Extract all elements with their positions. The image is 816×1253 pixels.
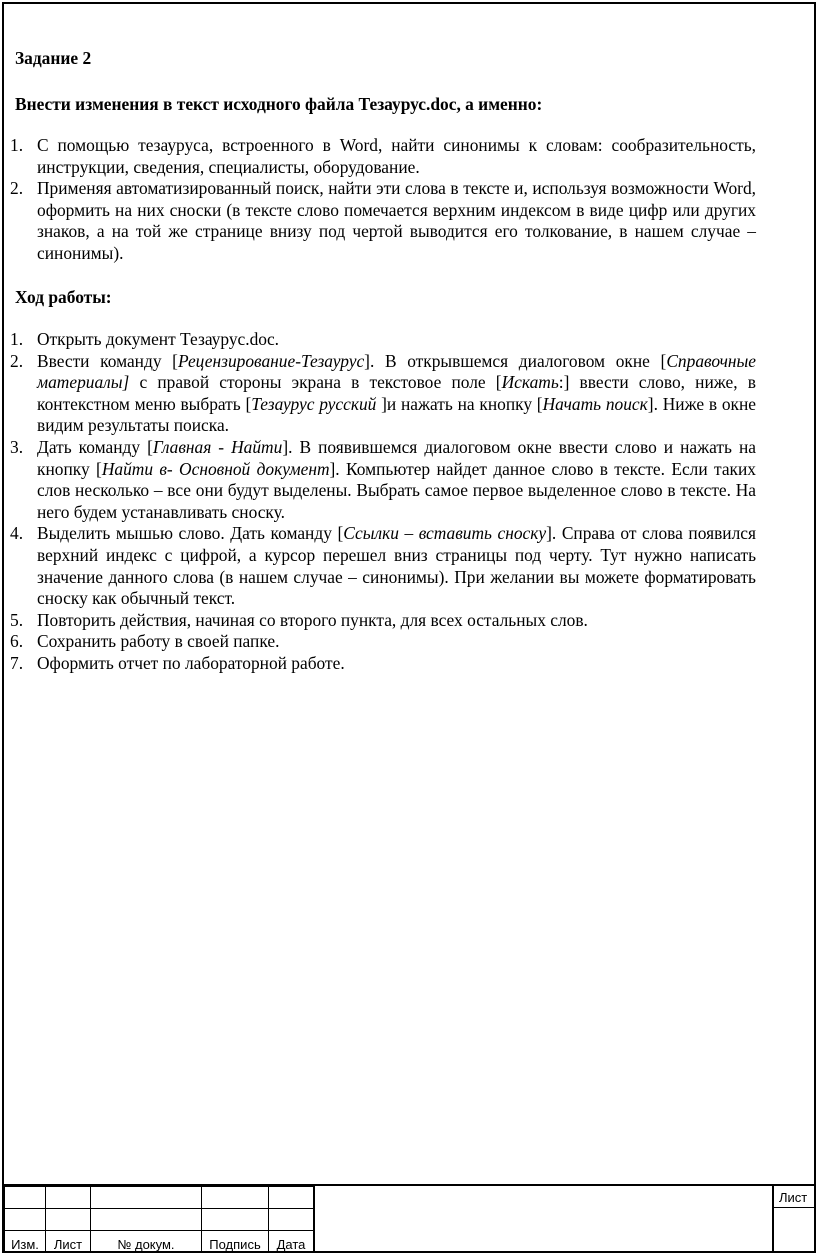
work-step-item-text: ]и нажать на кнопку [ [381, 393, 543, 414]
task-item-text: Применяя автоматизированный поиск, найти эти слова в тексте и, используя возможности Word, оформить на них сноски (в тексте слово помечается верхним индексом в виде цифр или других знаков, а на той же странице внизу под чертой выводится его толкование, в нашем случае – синонимы). [37, 178, 756, 263]
title-block-grid [4, 1186, 315, 1253]
task-title: Задание 2 [15, 48, 92, 68]
work-step-item-text: Дать команду [ [37, 436, 153, 457]
work-step-item [10, 610, 756, 632]
work-step-item-text: Ссылки – вставить сноску [343, 523, 547, 544]
work-step-item-number: 7. [10, 652, 24, 673]
work-step-item-text: с правой стороны экрана в текстовое поле [ [129, 372, 502, 393]
work-step-item-text: ]. В появившемся диалоговом окне ввести слово и нажать на кнопку [ [37, 436, 756, 479]
stamp-signature: Подпись [202, 1231, 269, 1253]
task-item [10, 135, 756, 178]
stamp-date: Дата [269, 1231, 315, 1253]
work-step-item-text: Сохранить работу в своей папке. [37, 631, 280, 652]
work-steps-list [10, 329, 756, 675]
work-step-item-number: 2. [10, 350, 24, 371]
work-step-item-text: Открыть документ Тезаурус.doc. [37, 329, 280, 349]
work-step-item-text: Искать [501, 372, 559, 393]
work-step-item [10, 653, 756, 675]
work-step-item [10, 437, 756, 523]
task-item-text: С помощью тезауруса, встроенного в Word, найти синонимы к словам: сообразительность, инструкции, сведения, специалисты, оборудование. [37, 135, 756, 177]
work-step-item-number: 6. [10, 631, 24, 652]
work-step-item-text: Повторить действия, начиная со второго пункта, для всех остальных слов. [37, 609, 588, 630]
work-step-item [10, 631, 756, 653]
work-step-item-text: Начать поиск [542, 393, 648, 414]
task-item [10, 178, 756, 264]
work-step-item-number: 1. [10, 329, 24, 349]
work-step-item-text: Найти в- Основной документ [101, 458, 330, 479]
stamp-doc-number: № докум. [91, 1231, 202, 1253]
work-step-item-number: 3. [10, 436, 24, 457]
work-step-item-number: 5. [10, 609, 24, 630]
work-step-item-text: :] ввести слово, ниже, в контекстном меню выбрать [ [37, 372, 756, 414]
sheet-label: Лист [779, 1190, 808, 1205]
work-step-item-text: ]. Компьютер найдет данное слово в тексте. Если таких слов несколько – все они будут выделены. Выбрать самое первое выделенное слово в тексте. На него будем устанавливать сноску. [37, 458, 757, 522]
work-step-item-text: Тезаурус русский [251, 393, 382, 414]
work-title: Ход работы: [15, 287, 112, 307]
stamp-izm: Изм. [5, 1231, 46, 1253]
work-step-item-number: 4. [10, 523, 24, 544]
work-step-item-text: Оформить отчет по лабораторной работе. [37, 652, 345, 673]
sheet-number-box [772, 1186, 814, 1253]
title-block [4, 1184, 814, 1253]
work-step-item-text: Рецензирование-Тезаурус [177, 350, 365, 371]
work-step-item-text: Выделить мышью слово. Дать команду [ [37, 523, 344, 544]
task-item-number: 2. [10, 178, 24, 199]
work-step-item [10, 351, 756, 437]
work-step-item-text: ]. Ниже в окне видим результаты поиска. [37, 393, 756, 436]
task-list [10, 135, 756, 265]
work-step-item-text: Ввести команду [ [37, 350, 178, 371]
work-step-item [10, 523, 756, 609]
task-item-number: 1. [10, 135, 24, 155]
work-step-item-text: Справочные материалы] [37, 350, 756, 393]
work-step-item-text: ]. Справа от слова появился верхний индекс с цифрой, а курсор перешел вниз страницы под черту. Тут нужно написать значение данного слова (в нашем случае – синонимы). При желании вы можете форматировать сноску как обычный текст. [37, 523, 756, 609]
work-step-item-text: Главная - Найти [152, 436, 283, 457]
stamp-list: Лист [46, 1231, 91, 1253]
work-step-item [10, 329, 756, 351]
task-intro: Внести изменения в текст исходного файла Тезаурус.doc, а именно: [15, 94, 543, 114]
work-step-item-text: ]. В открывшемся диалоговом окне [ [364, 350, 667, 371]
